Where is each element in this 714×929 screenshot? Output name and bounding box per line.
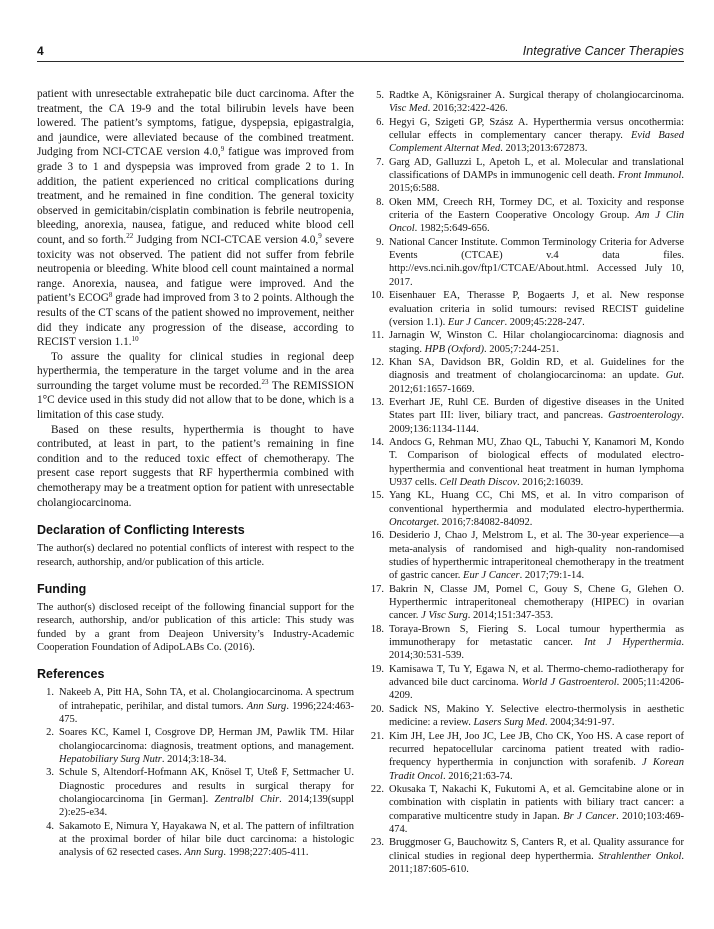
journal-name-italic: Br J Cancer xyxy=(563,810,617,822)
journal-name-italic: Strahlenther Onkol xyxy=(598,850,682,862)
reference-item xyxy=(367,703,684,730)
reference-number: 9. xyxy=(376,236,384,248)
reference-number: 3. xyxy=(46,767,54,779)
reference-text xyxy=(389,623,684,663)
citation-superscript: 22 xyxy=(126,232,134,241)
text-run: Eisenhauer EA, Therasse P, Bogaerts J, et al. New response evaluation criteria in solid tumours: revised RECIST guideline (version 1.1). xyxy=(389,290,684,328)
reference-text xyxy=(389,396,684,436)
citation-superscript: 23 xyxy=(261,378,269,387)
reference-number: 8. xyxy=(376,196,384,208)
reference-number: 6. xyxy=(376,116,384,128)
journal-name-italic: Hepatobiliary Surg Nutr xyxy=(59,754,162,765)
reference-item xyxy=(367,836,684,876)
conflicts-text: The author(s) declared no potential conflicts of interest with respect to the research, authorship, and/or publication of this article. xyxy=(37,543,354,568)
reference-number: 4. xyxy=(46,820,54,832)
reference-text xyxy=(59,726,354,766)
text-run: Sakamoto E, Nimura Y, Hayakawa N, et al. The pattern of infiltration at the proximal border of hilar bile duct carcinoma: a histologic analysis of 62 resected cases. xyxy=(59,820,354,859)
reference-item xyxy=(367,623,684,663)
reference-item xyxy=(367,489,684,529)
text-run: . 2014;30:531-539. xyxy=(389,637,684,662)
text-run: . 2014;151:347-353. xyxy=(467,610,554,622)
reference-text xyxy=(389,236,684,289)
reference-text xyxy=(389,289,684,329)
text-run: . 2015;6:588. xyxy=(389,170,684,195)
reference-number: 11. xyxy=(371,330,384,342)
text-run: . 2017;79:1-14. xyxy=(519,570,585,582)
journal-name-italic: Int J Hyperthermia xyxy=(584,637,682,649)
reference-text xyxy=(389,436,684,489)
citation-superscript: 8 xyxy=(108,290,113,299)
text-run: severe toxicity was not observed. The patient did not suffer from febrile neutropenia or bleeding. White blood cell count maintained a normal range. Anorexia, nausea, and fatigue were improved. And the patient’s ECOG xyxy=(37,233,354,305)
journal-name-italic: Eur J Cancer xyxy=(447,316,505,328)
citation-superscript: 9 xyxy=(220,144,225,153)
reference-text xyxy=(389,356,684,396)
reference-number: 19. xyxy=(370,663,384,675)
journal-name-italic: J Visc Surg xyxy=(421,610,468,622)
text-run: Soares KC, Kamel I, Cosgrove DP, Herman JM, Pawlik TM. Hilar cholangiocarcinoma: diagnosis, treatment options, and management. xyxy=(59,727,354,752)
text-run: Andocs G, Rehman MU, Zhao QL, Tabuchi Y, Kanamori M, Kondo T. Comparison of biological effects of modulated electro-hyperthermia and conventional heat treatment in human lymphoma U937 cells. xyxy=(389,436,684,488)
reference-number: 12. xyxy=(370,356,384,368)
reference-number: 18. xyxy=(370,623,384,635)
text-run: Bakrin N, Classe JM, Pomel C, Gouy S, Chene G, Glehen O. Hyperthermic intraperitoneal chemotherapy (HIPEC) in ovarian cancer. xyxy=(389,583,684,622)
text-run: fatigue was improved from grade 3 to 1 and dyspepsia was improved from grade 2 to 1. In addition, the patient experienced no critical complications during treatment, and he remained in fine condition. The general toxicity observed in gemicitabin/cisplatin combination is febrile neutropenia, bleeding, anorexia, nausea, fatigue, and reduced white blood cell count, and so forth. xyxy=(37,146,354,246)
journal-name-italic: Oncotarget xyxy=(389,517,437,528)
reference-item xyxy=(37,726,354,766)
reference-text xyxy=(389,89,684,116)
text-run: National Cancer Institute. Common Terminology Criteria for Adverse Events (CTCAE) v.4 data files. http://evs.nci.nih.gov/ftp1/CTCAE/About.html. Accessed July 10, 2017. xyxy=(389,236,684,288)
reference-text xyxy=(389,329,684,356)
text-run: Everhart JE, Ruhl CE. Burden of digestive diseases in the United States part III: liver, biliary tract, and pancreas. xyxy=(389,396,684,422)
text-run: . 2014;3:18-34. xyxy=(161,754,227,765)
text-run: . 1996;224:463-475. xyxy=(59,700,354,725)
reference-item xyxy=(367,289,684,329)
text-run: The REMISSION 1°C device used in this study did not allow that to be done, which is a limitation of this case study. xyxy=(37,379,354,422)
text-run: . 2016;2:16039. xyxy=(517,476,584,488)
section-heading-conflicts: Declaration of Conflicting Interests xyxy=(37,523,245,538)
section-heading-funding: Funding xyxy=(37,581,87,596)
journal-name-italic: Front Immunol xyxy=(617,170,682,182)
citation-superscript: 9 xyxy=(318,232,322,241)
text-run: . 1998;227:405-411. xyxy=(223,847,309,859)
reference-text xyxy=(59,820,354,860)
text-run: Toraya-Brown S, Fiering S. Local tumour hyperthermia as immunotherapy for metastatic cancer. xyxy=(389,623,684,649)
journal-name-italic: Ann Surg xyxy=(184,847,224,859)
page-header xyxy=(37,44,684,62)
text-run: . 2009;136:1134-1144. xyxy=(389,410,684,435)
reference-text xyxy=(389,836,684,876)
text-run: Yang KL, Huang CC, Chi MS, et al. In vitro comparison of conventional hyperthermia and modulated electro-hyperthermia. xyxy=(389,490,684,515)
body-paragraph xyxy=(37,423,354,511)
reference-number: 23. xyxy=(370,837,384,849)
journal-name-italic: Zentralbl Chir xyxy=(214,794,280,806)
reference-text xyxy=(389,529,684,582)
text-run: Radtke A, Königsrainer A. Surgical therapy of cholangiocarcinoma. xyxy=(389,90,684,101)
reference-text xyxy=(59,766,354,819)
text-run: Jarnagin W, Winston C. Hilar cholangiocarcinoma: diagnosis and staging. xyxy=(389,330,684,355)
reference-text xyxy=(389,116,684,156)
citation-superscript: 10 xyxy=(131,334,139,343)
text-run: Hegyi G, Szigeti GP, Szász A. Hyperthermia versus oncothermia: cellular effects in complementary cancer therapy. xyxy=(389,116,684,142)
reference-item xyxy=(367,236,684,289)
text-run: patient with unresectable extrahepatic bile duct carcinoma. After the treatment, the CA 19-9 and the total bilirubin levels have been lowered. The patient’s symptoms, fatigue, dyspepsia, epigastralgia, and jaundice, were alleviated because of the combined treatment. Judging from NCI-CTCAE version 4.0, xyxy=(37,88,354,159)
body-paragraphs xyxy=(37,87,354,510)
journal-name-italic: Cell Death Discov xyxy=(439,476,518,488)
reference-item xyxy=(37,820,354,860)
journal-name-italic: Am J Clin Oncol xyxy=(389,210,685,235)
text-run: Kim JH, Lee JH, Joo JC, Lee JB, Cho CK, Yoo HS. A case report of recurred hepatocellular carcinoma patient treated with radio-frequency hyperthermia in conjunction with sorafenib. xyxy=(389,730,684,769)
text-run: . 2016;7:84082-84092. xyxy=(436,517,533,528)
text-run: . 2013;2013:672873. xyxy=(500,143,588,155)
text-run: . 1982;5:649-656. xyxy=(414,223,490,235)
reference-number: 7. xyxy=(376,156,384,168)
text-run: . 2005;11:4206-4209. xyxy=(389,677,684,702)
text-run: . 2005;7:244-251. xyxy=(483,343,559,355)
reference-number: 22. xyxy=(370,783,384,795)
reference-number: 21. xyxy=(370,730,384,742)
reference-item xyxy=(367,116,684,156)
journal-name-italic: Evid Based Complement Alternat Med xyxy=(389,130,684,155)
article-body xyxy=(37,87,684,876)
reference-number: 17. xyxy=(370,583,384,595)
reference-item xyxy=(367,89,684,116)
reference-number: 10. xyxy=(370,290,384,302)
journal-name-italic: Lasers Surg Med xyxy=(473,717,545,729)
text-run: Garg AD, Galluzzi L, Apetoh L, et al. Molecular and translational classifications of DAMPs in immunogenic cell death. xyxy=(389,156,684,182)
references-list-right xyxy=(367,89,684,876)
right-column xyxy=(367,87,684,876)
reference-text xyxy=(389,663,684,703)
reference-number: 15. xyxy=(370,490,384,502)
text-run: To assure the quality for clinical studies in regional deep hyperthermia, the temperature in the target volume and in the area surrounding the target volume must be recorded. xyxy=(37,350,354,392)
reference-item xyxy=(367,396,684,436)
reference-text xyxy=(389,783,684,836)
section-heading-references: References xyxy=(37,667,105,682)
reference-number: 2. xyxy=(46,727,54,739)
reference-number: 14. xyxy=(370,436,384,448)
reference-text xyxy=(389,196,684,236)
journal-name-italic: Visc Med xyxy=(389,103,428,115)
left-column xyxy=(37,87,354,876)
reference-item xyxy=(367,436,684,489)
body-paragraph xyxy=(37,350,354,423)
journal-title: Integrative Cancer Therapies xyxy=(522,44,684,58)
reference-text xyxy=(59,686,354,726)
reference-text xyxy=(389,156,684,196)
text-run: . 2012;61:1657-1669. xyxy=(389,370,684,395)
page-number: 4 xyxy=(37,44,44,58)
reference-item xyxy=(367,196,684,236)
text-run: Schule S, Altendorf-Hofmann AK, Knösel T, Uteß F, Settmacher U. Diagnostic procedures and results in surgical therapy for cholangiocarcinoma [in German]. xyxy=(59,767,354,806)
reference-number: 13. xyxy=(370,396,384,408)
reference-item xyxy=(367,783,684,836)
funding-text: The author(s) disclosed receipt of the following financial support for the research, authorship, and/or publication of this article: This study was funded by a grant from Deajeon University’s Industry-Academic Cooperation Foundation of AdipoLABs Co. (2016). xyxy=(37,601,354,653)
text-run: Judging from NCI-CTCAE version 4.0, xyxy=(133,233,319,246)
text-run: . 2004;34:91-97. xyxy=(544,717,615,729)
text-run: grade had improved from 3 to 2 points. Although the results of the CT scans of the patient showed no improvement, neither did they indicate any progression of the disease, according to RECIST version 1.1. xyxy=(37,292,354,349)
text-run: Sadick NS, Makino Y. Selective electro-thermolysis in aesthetic medicine: a review. xyxy=(389,703,684,729)
body-paragraph xyxy=(37,87,354,350)
reference-text xyxy=(389,730,684,783)
text-run: Okusaka T, Nakachi K, Fukutomi A, et al. Gemcitabine alone or in combination with cisplatin in patients with biliary tract cancer: a comparative multicentre study in Japan. xyxy=(389,783,684,822)
reference-text xyxy=(389,703,684,730)
journal-name-italic: Gut xyxy=(665,370,682,382)
text-run: Oken MM, Creech RH, Tormey DC, et al. Toxicity and response criteria of the Eastern Cooperative Oncology Group. xyxy=(389,196,684,222)
reference-item xyxy=(367,356,684,396)
text-run: Based on these results, hyperthermia is thought to have contributed, at least in part, to the patient’s remaining in fine condition and to the reduced toxic effect of chemotherapy. The present case report suggests that RF hyperthermia combined with chemotherapy may be a treatment option for patient with unresectable cholangiocarcinoma. xyxy=(37,423,354,509)
text-run: . 2011;187:605-610. xyxy=(389,850,685,875)
text-run: Nakeeb A, Pitt HA, Sohn TA, et al. Cholangiocarcinoma. A spectrum of intrahepatic, perihilar, and distal tumors. xyxy=(59,687,354,712)
reference-number: 16. xyxy=(370,530,384,542)
journal-name-italic: HPB (Oxford) xyxy=(424,343,484,355)
reference-item xyxy=(367,583,684,623)
references-list-left xyxy=(37,686,354,859)
reference-item xyxy=(367,529,684,582)
text-run: . 2016;32:422-426. xyxy=(427,103,508,115)
reference-item xyxy=(367,329,684,356)
reference-item xyxy=(367,156,684,196)
journal-name-italic: Eur J Cancer xyxy=(463,570,520,582)
reference-text xyxy=(389,583,684,623)
reference-number: 1. xyxy=(46,687,54,699)
text-run: . 2009;45:228-247. xyxy=(504,316,585,328)
text-run: . 2010;103:469-474. xyxy=(389,810,684,835)
text-run: Bruggmoser G, Bauchowitz S, Canters R, et al. Quality assurance for clinical studies in regional deep hyperthermia. xyxy=(389,837,684,862)
text-run: Kamisawa T, Tu Y, Egawa N, et al. Thermo-chemo-radiotherapy for advanced bile duct carcinoma. xyxy=(389,663,684,689)
text-run: . 2016;21:63-74. xyxy=(442,770,513,782)
reference-number: 5. xyxy=(376,90,384,101)
journal-name-italic: World J Gastroenterol xyxy=(521,677,617,689)
text-run: Khan SA, Davidson BR, Goldin RD, et al. Guidelines for the diagnosis and treatment of cholangiocarcinoma: an update. xyxy=(389,356,684,382)
reference-text xyxy=(389,489,684,529)
journal-name-italic: J Korean Tradit Oncol xyxy=(389,757,684,782)
reference-item xyxy=(367,663,684,703)
reference-item xyxy=(37,686,354,726)
reference-item xyxy=(37,766,354,819)
text-run: . 2014;139(suppl 2):e25-e34. xyxy=(59,794,354,819)
reference-number: 20. xyxy=(370,703,384,715)
journal-name-italic: Gastroenterology xyxy=(608,410,682,422)
text-run: Desiderio J, Chao J, Melstrom L, et al. The 30-year experience—a meta-analysis of randomised and high-quality non-randomised studies of hyperthermic intraperitoneal chemotherapy in the treatment of gastric cancer. xyxy=(389,530,684,582)
reference-item xyxy=(367,730,684,783)
journal-name-italic: Ann Surg xyxy=(246,700,287,712)
